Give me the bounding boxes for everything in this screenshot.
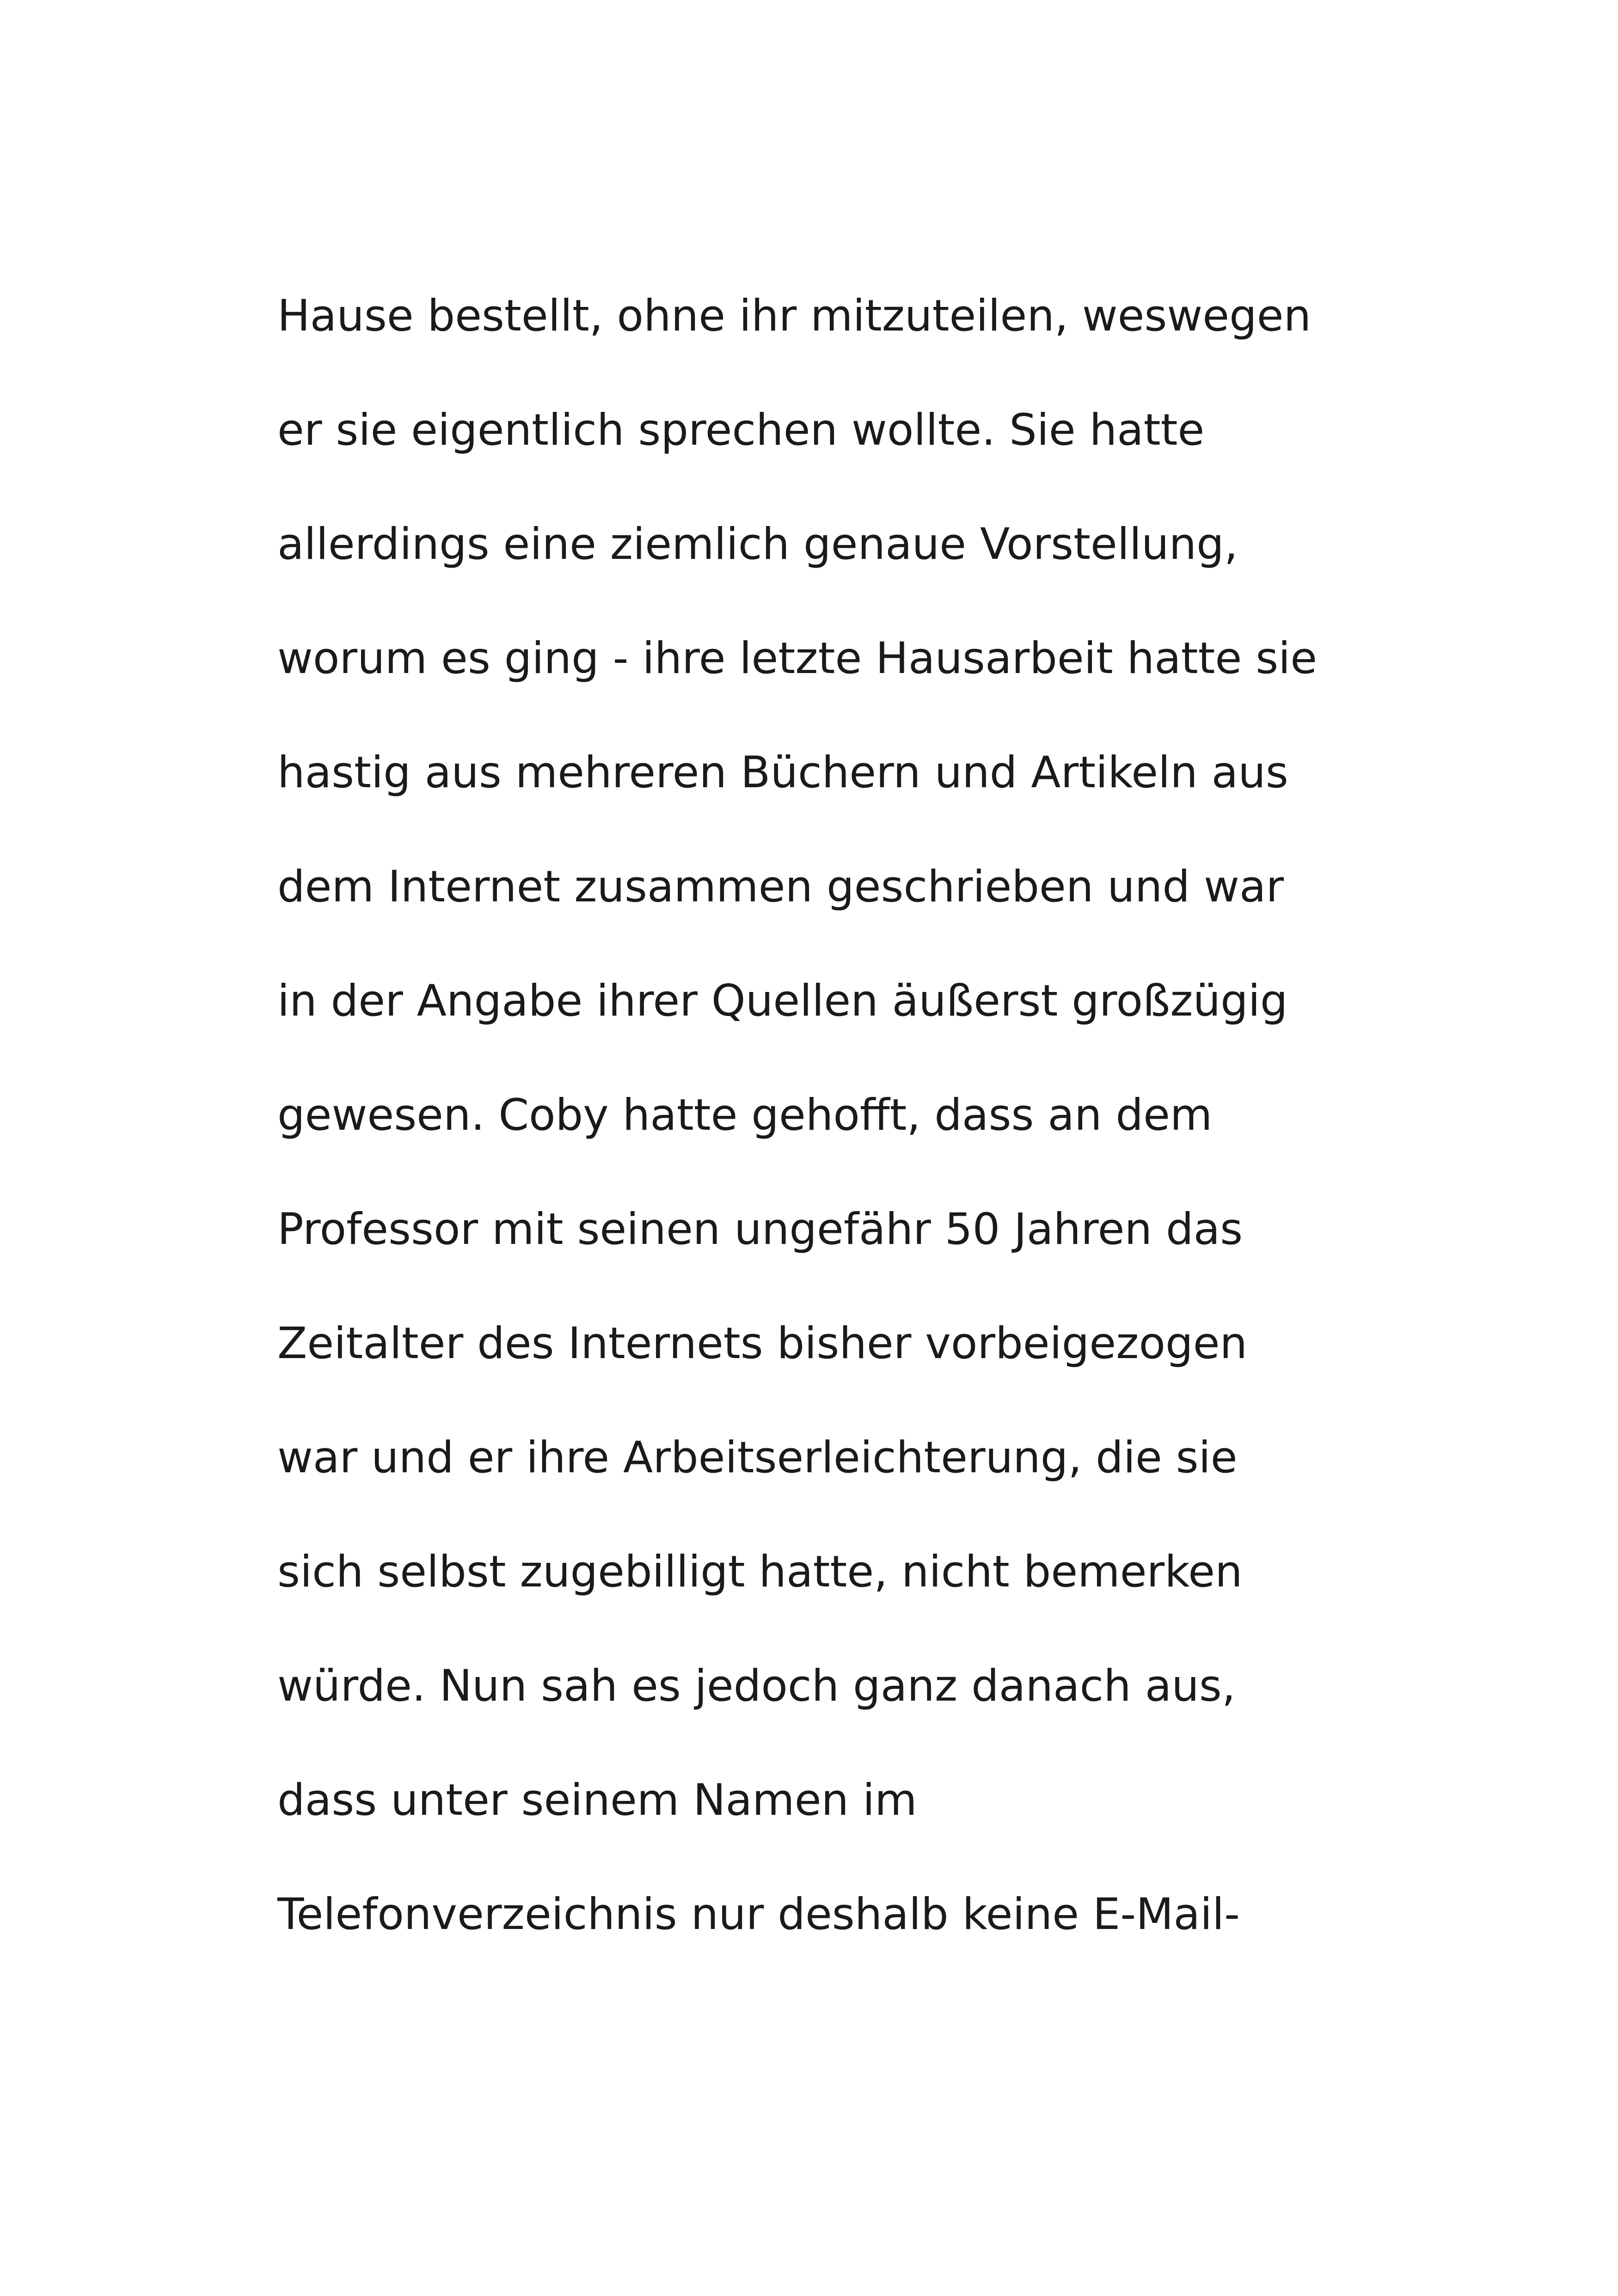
body-text [277,259,1378,1971]
text-line: in der Angabe ihrer Quellen äußerst großzügig [277,976,1288,1026]
text-line: Telefonverzeichnis nur deshalb keine E-Mail- [277,1889,1240,1940]
text-line: Zeitalter des Internets bisher vorbeigezogen [277,1318,1248,1369]
text-line: allerdings eine ziemlich genaue Vorstellung, [277,519,1238,569]
text-line: Hause bestellt, ohne ihr mitzuteilen, weswegen [277,291,1312,341]
text-line: dass unter seinem Namen im [277,1775,917,1825]
text-line: war und er ihre Arbeitserleichterung, die sie [277,1433,1238,1483]
text-line: dem Internet zusammen geschrieben und war [277,862,1284,912]
text-line: gewesen. Coby hatte gehofft, dass an dem [277,1090,1213,1140]
text-line: hastig aus mehreren Büchern und Artikeln aus [277,747,1288,798]
text-line: er sie eigentlich sprechen wollte. Sie hatte [277,405,1205,455]
text-line: Professor mit seinen ungefähr 50 Jahren das [277,1204,1243,1255]
text-line: sich selbst zugebilligt hatte, nicht bemerken [277,1547,1243,1597]
text-line: würde. Nun sah es jedoch ganz danach aus, [277,1661,1236,1711]
text-line: worum es ging - ihre letzte Hausarbeit hatte sie [277,633,1318,684]
